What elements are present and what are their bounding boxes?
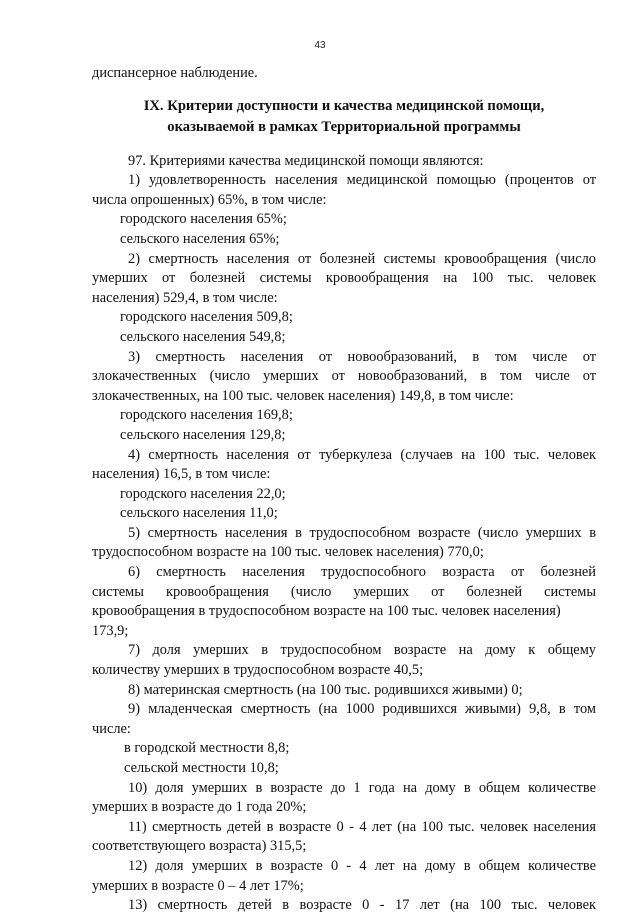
item-2-line: умерших от болезней системы кровообращения на 100 тыс. человек — [92, 270, 596, 287]
item-4-urban: городского населения 22,0; — [120, 485, 286, 502]
item-7-line: 7) доля умерших в трудоспособном возрасте на дому к общему — [128, 642, 596, 659]
item-4-line: 4) смертность населения от туберкулеза (случаев на 100 тыс. человек — [128, 446, 596, 463]
item-1-rural: сельского населения 65%; — [120, 230, 280, 247]
section-heading-line-1: IX. Критерии доступности и качества медицинской помощи, — [143, 97, 545, 114]
item-1-urban: городского населения 65%; — [120, 211, 287, 228]
item-9-urban: в городской местности 8,8; — [124, 740, 290, 757]
item-7-line: количеству умерших в трудоспособном возрасте 40,5; — [92, 662, 424, 679]
item-3-rural: сельского населения 129,8; — [120, 426, 286, 443]
item-12-line: 12) доля умерших в возрасте 0 - 4 лет на дому в общем количестве — [128, 857, 596, 874]
item-1-line: 1) удовлетворенность населения медицинской помощью (процентов от — [128, 172, 596, 189]
item-5-line: 5) смертность населения в трудоспособном возрасте (число умерших в — [128, 524, 596, 541]
item-10-line: 10) доля умерших в возрасте до 1 года на дому в общем количестве — [128, 779, 596, 796]
item-2-rural: сельского населения 549,8; — [120, 328, 286, 345]
item-2-urban: городского населения 509,8; — [120, 309, 293, 326]
item-3-urban: городского населения 169,8; — [120, 407, 293, 424]
item-3-line: злокачественных, на 100 тыс. человек населения) 149,8, в том числе: — [92, 387, 514, 404]
criteria-intro: 97. Критериями качества медицинской помощи являются: — [128, 152, 484, 169]
item-6-line: кровообращения в трудоспособном возрасте на 100 тыс. человек населения) — [92, 603, 561, 620]
section-heading-line-2: оказываемой в рамках Территориальной программы — [167, 118, 521, 135]
item-12-line: умерших в возрасте 0 – 4 лет 17%; — [92, 877, 304, 894]
item-4-line: населения) 16,5, в том числе: — [92, 466, 271, 483]
item-10-line: умерших в возрасте до 1 года 20%; — [92, 799, 307, 816]
item-6-line: 6) смертность населения трудоспособного возраста от болезней — [128, 564, 596, 581]
item-3-line: злокачественных (число умерших от новообразований, в том числе от — [92, 368, 596, 385]
item-8-line: 8) материнская смертность (на 100 тыс. родившихся живыми) 0; — [128, 681, 523, 698]
item-11-line: 11) смертность детей в возрасте 0 - 4 лет (на 100 тыс. человек населения — [128, 818, 596, 835]
item-9-rural: сельской местности 10,8; — [124, 760, 279, 776]
item-1-line: числа опрошенных) 65%, в том числе: — [92, 191, 327, 208]
item-13-line: 13) смертность детей в возрасте 0 - 17 лет (на 100 тыс. человек — [128, 897, 596, 914]
item-3-line: 3) смертность населения от новообразований, в том числе от — [128, 348, 596, 365]
document-body — [92, 64, 596, 916]
item-9-line: числе: — [92, 720, 131, 737]
item-6-line: системы кровообращения (число умерших от болезней системы — [92, 583, 596, 600]
intro-line: диспансерное наблюдение. — [92, 65, 258, 81]
item-2-line: населения) 529,4, в том числе: — [92, 289, 278, 306]
section-heading — [92, 96, 596, 138]
item-11-line: соответствующего возраста) 315,5; — [92, 838, 307, 855]
item-6-line: 173,9; — [92, 622, 129, 639]
item-5-line: трудоспособном возрасте на 100 тыс. человек населения) 770,0; — [92, 544, 484, 561]
item-2-line: 2) смертность населения от болезней системы кровообращения (число — [128, 250, 596, 267]
page-number: 43 — [314, 40, 326, 51]
item-4-rural: сельского населения 11,0; — [120, 505, 278, 522]
item-9-line: 9) младенческая смертность (на 1000 родившихся живыми) 9,8, в том — [128, 701, 596, 718]
